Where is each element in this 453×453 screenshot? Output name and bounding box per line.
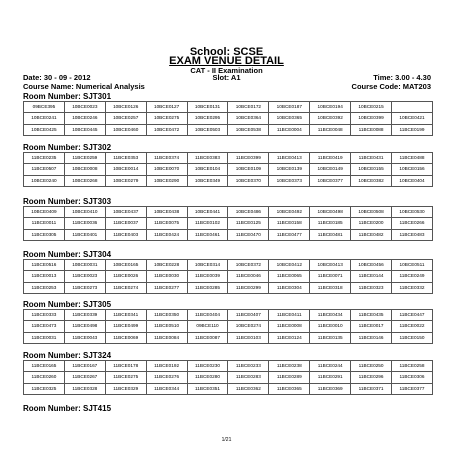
register-number-cell: 11BCE0088 <box>351 124 392 135</box>
exam-slot: Slot: A1 <box>212 73 241 82</box>
register-number-cell: 11BCE0043 <box>64 332 105 343</box>
room-heading: Room Number: SJT301 <box>23 92 112 101</box>
course-code: Course Code: MAT203 <box>351 82 431 91</box>
register-number-cell: 10BCE0165 <box>105 260 146 271</box>
register-number-cell: 11BCE0481 <box>310 229 351 240</box>
table-row <box>24 260 433 271</box>
register-number-cell: 11BCE0022 <box>392 321 433 332</box>
register-number-cell: 11BCE0344 <box>146 383 187 394</box>
register-number-cell: 11BCE0424 <box>146 229 187 240</box>
register-number-cell: 11BCE0150 <box>392 332 433 343</box>
register-number-cell: 10BCE0187 <box>269 102 310 113</box>
register-number-cell: 11BCE0404 <box>187 310 228 321</box>
register-number-cell: 11BCE0353 <box>105 153 146 164</box>
register-number-cell: 10BCE0257 <box>105 113 146 124</box>
register-number-cell: 10BCE0425 <box>24 124 65 135</box>
register-number-cell: 11BCE0004 <box>269 124 310 135</box>
register-number-cell: 11BCE0023 <box>64 271 105 282</box>
register-number-cell: 10BCE0295 <box>187 113 228 124</box>
register-number-cell: 10BCE0156 <box>392 164 433 175</box>
register-number-cell: 11BCE0039 <box>187 271 228 282</box>
register-number-cell: 11BCE0250 <box>351 361 392 372</box>
register-number-cell: 10BCE0437 <box>105 207 146 218</box>
page-number: 1/21 <box>221 437 232 443</box>
exam-time: Time: 3.00 - 4.30 <box>373 73 431 82</box>
register-number-cell: 10BCE0139 <box>269 164 310 175</box>
register-number-cell: 11BCE0277 <box>146 282 187 293</box>
register-number-cell: 10BCE0194 <box>310 102 351 113</box>
table-row <box>24 124 433 135</box>
register-number-cell: 10BCE0438 <box>146 207 187 218</box>
register-number-cell: 11BCE0167 <box>64 361 105 372</box>
register-number-cell: 10BCE0246 <box>64 113 105 124</box>
document-title: EXAM VENUE DETAIL <box>169 55 284 67</box>
table-row <box>24 361 433 372</box>
register-number-cell: 11BCE0401 <box>64 229 105 240</box>
register-number-cell: 11BCE0351 <box>187 383 228 394</box>
register-number-cell: 10BCE0392 <box>310 113 351 124</box>
register-number-cell: 11BCE0377 <box>392 383 433 394</box>
table-row <box>24 310 433 321</box>
register-number-cell: 11BCE0365 <box>269 383 310 394</box>
register-number-cell: 10BCE0413 <box>310 260 351 271</box>
table-row <box>24 282 433 293</box>
room-roster-table <box>23 259 433 294</box>
register-number-cell: 11BCE0369 <box>310 383 351 394</box>
register-number-cell: 11BCE0291 <box>310 372 351 383</box>
register-number-cell: 10BCE0412 <box>269 260 310 271</box>
register-number-cell: 10BCE0538 <box>228 124 269 135</box>
school-heading: School: SCSE <box>189 46 264 58</box>
register-number-cell: 11BCE0333 <box>24 310 65 321</box>
room-heading: Room Number: SJT302 <box>23 143 112 152</box>
register-number-cell: 10BCE0274 <box>228 321 269 332</box>
register-number-cell: 11BCE0350 <box>146 310 187 321</box>
register-number-cell: 10BCE0486 <box>228 207 269 218</box>
register-number-cell: 11BCE0010 <box>310 321 351 332</box>
register-number-cell: 11BCE0273 <box>64 282 105 293</box>
register-number-cell: 10BCE0014 <box>105 164 146 175</box>
register-number-cell: 10BCE0070 <box>146 164 187 175</box>
register-number-cell: 10BCE0492 <box>269 207 310 218</box>
register-number-cell: 11BCE0447 <box>392 310 433 321</box>
register-number-cell: 10BCE0228 <box>146 260 187 271</box>
register-number-cell: 11BCE0431 <box>351 153 392 164</box>
register-number-cell: 11BCE0037 <box>105 218 146 229</box>
register-number-cell: 11BCE0084 <box>146 332 187 343</box>
register-number-cell: 11BCE0158 <box>269 218 310 229</box>
register-number-cell: 11BCE0087 <box>187 332 228 343</box>
register-number-cell: 11BCE0305 <box>24 229 65 240</box>
register-number-cell: 10BCE0530 <box>392 207 433 218</box>
register-number-cell: 10BCE0241 <box>24 113 65 124</box>
register-number-cell: 10BCE0268 <box>64 175 105 186</box>
room-roster-table <box>23 360 433 395</box>
register-number-cell: 11BCE0017 <box>351 321 392 332</box>
table-row <box>24 113 433 124</box>
room-heading: Room Number: SJT304 <box>23 250 112 259</box>
register-number-cell: 11BCE0498 <box>64 321 105 332</box>
register-number-cell: 10BCE0503 <box>187 124 228 135</box>
register-number-cell: 10BCE0023 <box>64 102 105 113</box>
room-roster-table <box>23 206 433 241</box>
register-number-cell: 11BCE0362 <box>228 383 269 394</box>
table-row <box>24 321 433 332</box>
register-number-cell: 11BCE0046 <box>228 271 269 282</box>
table-row <box>24 164 433 175</box>
register-number-cell: 10BCE0240 <box>24 175 65 186</box>
register-number-cell: 11BCE0260 <box>24 372 65 383</box>
register-number-cell: 09BCE395 <box>24 102 65 113</box>
register-number-cell: 11BCE0332 <box>392 282 433 293</box>
register-number-cell: 11BCE0434 <box>310 310 351 321</box>
register-number-cell: 11BCE0071 <box>310 271 351 282</box>
register-number-cell: 11BCE0048 <box>310 124 351 135</box>
table-row <box>24 383 433 394</box>
register-number-cell: 11BCE0144 <box>351 271 392 282</box>
register-number-cell: 10BCE0373 <box>269 175 310 186</box>
register-number-cell: 10BCE0409 <box>24 207 65 218</box>
register-number-cell: 10BCE0456 <box>351 260 392 271</box>
register-number-cell: 10BCE0104 <box>187 164 228 175</box>
register-number-cell: 11BCE0407 <box>228 310 269 321</box>
register-number-cell: 11BCE0199 <box>392 124 433 135</box>
room-roster-table <box>23 101 433 136</box>
register-number-cell: 10BCE0314 <box>187 260 228 271</box>
register-number-cell: 11BCE0399 <box>228 153 269 164</box>
register-number-cell: 11BCE0371 <box>351 383 392 394</box>
register-number-cell: 10BCE0410 <box>64 207 105 218</box>
course-name: Course Name: Numerical Analysis <box>23 82 145 91</box>
register-number-cell: 10BCE0498 <box>310 207 351 218</box>
register-number-cell: 11BCE0507 <box>24 164 65 175</box>
register-number-cell: 11BCE0488 <box>392 153 433 164</box>
register-number-cell: 10BCE0382 <box>351 175 392 186</box>
register-number-cell: 11BCE0013 <box>24 271 65 282</box>
register-number-cell: 11BCE0267 <box>64 372 105 383</box>
table-row <box>24 372 433 383</box>
register-number-cell: 11BCE0125 <box>228 218 269 229</box>
register-number-cell: 10BCE0126 <box>105 102 146 113</box>
register-number-cell: 10BCE0404 <box>392 175 433 186</box>
register-number-cell: 11BCE0325 <box>24 383 65 394</box>
register-number-cell: 11BCE0192 <box>146 361 187 372</box>
register-number-cell: 11BCE0075 <box>146 218 187 229</box>
register-number-cell: 11BCE0185 <box>310 218 351 229</box>
register-number-cell: 11BCE0304 <box>269 282 310 293</box>
register-number-cell: 11BCE0124 <box>269 332 310 343</box>
register-number-cell: 11BCE0483 <box>392 229 433 240</box>
register-number-cell: 10BCE0008 <box>64 164 105 175</box>
register-number-cell: 11BCE0275 <box>105 372 146 383</box>
room-heading: Room Number: SJT324 <box>23 351 112 360</box>
register-number-cell: 11BCE0283 <box>228 372 269 383</box>
register-number-cell: 10BCE0441 <box>187 207 228 218</box>
register-number-cell: 11BCE0499 <box>105 321 146 332</box>
register-number-cell: 11BCE0482 <box>351 229 392 240</box>
register-number-cell: 10BCE0109 <box>228 164 269 175</box>
register-number-cell: 10BCE0421 <box>392 113 433 124</box>
register-number-cell: 11BCE0178 <box>105 361 146 372</box>
register-number-cell: 11BCE0238 <box>269 361 310 372</box>
register-number-cell: 10BCE0290 <box>146 175 187 186</box>
register-number-cell: 11BCE0374 <box>146 153 187 164</box>
table-row <box>24 218 433 229</box>
register-number-cell: 10BCE0031 <box>64 260 105 271</box>
register-number-cell: 11BCE0065 <box>269 271 310 282</box>
register-number-cell: 11BCE0299 <box>228 282 269 293</box>
register-number-cell: 11BCE0470 <box>228 229 269 240</box>
register-number-cell: 10BCE0364 <box>228 113 269 124</box>
register-number-cell: 11BCE0030 <box>146 271 187 282</box>
register-number-cell: 11BCE0383 <box>187 153 228 164</box>
register-number-cell: 11BCE0258 <box>392 361 433 372</box>
table-row <box>24 102 433 113</box>
register-number-cell: 11BCE0008 <box>269 321 310 332</box>
register-number-cell: 10BCE0460 <box>105 124 146 135</box>
register-number-cell: 11BCE0135 <box>310 332 351 343</box>
table-row <box>24 271 433 282</box>
table-row <box>24 207 433 218</box>
exam-date: Date: 30 - 09 - 2012 <box>23 73 91 82</box>
register-number-cell: 10BCE0377 <box>310 175 351 186</box>
register-number-cell: 11BCE0341 <box>105 310 146 321</box>
register-number-cell: 11BCE0318 <box>310 282 351 293</box>
register-number-cell: 11BCE0419 <box>310 153 351 164</box>
register-number-cell: 11BCE0329 <box>105 383 146 394</box>
register-number-cell: 11BCE0473 <box>24 321 65 332</box>
register-number-cell: 10BCE0131 <box>187 102 228 113</box>
register-number-cell: 11BCE0510 <box>146 321 187 332</box>
register-number-cell: 11BCE0413 <box>269 153 310 164</box>
register-number-cell: 11BCE0328 <box>64 383 105 394</box>
register-number-cell: 11BCE0036 <box>64 218 105 229</box>
register-number-cell: 11BCE0233 <box>228 361 269 372</box>
register-number-cell: 11BCE0031 <box>24 332 65 343</box>
register-number-cell: 10BCE0275 <box>146 113 187 124</box>
register-number-cell: 11BCE0230 <box>187 361 228 372</box>
register-number-cell: 10BCE0215 <box>351 102 392 113</box>
register-number-cell: 11BCE0274 <box>105 282 146 293</box>
register-number-cell: 11BCE0011 <box>24 218 65 229</box>
register-number-cell: 11BCE0403 <box>105 229 146 240</box>
register-number-cell: 10BCE0399 <box>351 113 392 124</box>
register-number-cell: 11BCE0306 <box>392 372 433 383</box>
table-row <box>24 175 433 186</box>
register-number-cell: 10BCE0127 <box>146 102 187 113</box>
exam-name: CAT - II Examination <box>190 66 263 75</box>
room-heading: Room Number: SJT303 <box>23 197 112 206</box>
register-number-cell: 11BCE0146 <box>351 332 392 343</box>
register-number-cell: 10BCE0445 <box>64 124 105 135</box>
register-number-cell: 10BCE0279 <box>105 175 146 186</box>
register-number-cell: 11BCE0259 <box>64 153 105 164</box>
register-number-cell: 11BCE0339 <box>64 310 105 321</box>
room-roster-table <box>23 309 433 344</box>
room-roster-table <box>23 152 433 187</box>
table-row <box>24 153 433 164</box>
register-number-cell: 11BCE0461 <box>187 229 228 240</box>
register-number-cell: 11BCE0285 <box>187 282 228 293</box>
register-number-cell: 10BCE0155 <box>351 164 392 175</box>
register-number-cell: 10BCE0365 <box>269 113 310 124</box>
register-number-cell: 11BCE0249 <box>392 271 433 282</box>
register-number-cell: 10BCE0508 <box>351 207 392 218</box>
register-number-cell: 11BCE0253 <box>24 282 65 293</box>
register-number-cell: 11BCE0280 <box>187 372 228 383</box>
register-number-cell: 11BCE0323 <box>351 282 392 293</box>
register-number-cell: 11BCE0026 <box>105 271 146 282</box>
register-number-cell: 11BCE0296 <box>351 372 392 383</box>
register-number-cell: 11BCE0235 <box>24 153 65 164</box>
register-number-cell: 10BCE0372 <box>228 260 269 271</box>
register-number-cell: 11BCE0516 <box>24 260 65 271</box>
register-number-cell: 11BCE0103 <box>228 332 269 343</box>
register-number-cell: 11BCE0069 <box>105 332 146 343</box>
register-number-cell: 10BCE0349 <box>187 175 228 186</box>
register-number-cell <box>392 102 433 113</box>
table-row <box>24 332 433 343</box>
register-number-cell: 09BCE110 <box>187 321 228 332</box>
register-number-cell: 11BCE0289 <box>269 372 310 383</box>
register-number-cell: 11BCE0477 <box>269 229 310 240</box>
register-number-cell: 11BCE0435 <box>351 310 392 321</box>
register-number-cell: 11BCE0200 <box>351 218 392 229</box>
register-number-cell: 10BCE0172 <box>228 102 269 113</box>
register-number-cell: 10BCE0370 <box>228 175 269 186</box>
register-number-cell: 11BCE0266 <box>392 218 433 229</box>
register-number-cell: 10BCE0149 <box>310 164 351 175</box>
room-heading: Room Number: SJT415 <box>23 404 112 413</box>
register-number-cell: 11BCE0411 <box>269 310 310 321</box>
register-number-cell: 11BCE0276 <box>146 372 187 383</box>
register-number-cell: 10BCE0472 <box>146 124 187 135</box>
table-row <box>24 229 433 240</box>
register-number-cell: 10BCE0511 <box>392 260 433 271</box>
room-heading: Room Number: SJT305 <box>23 300 112 309</box>
register-number-cell: 11BCE0102 <box>187 218 228 229</box>
register-number-cell: 11BCE0165 <box>24 361 65 372</box>
register-number-cell: 11BCE0244 <box>310 361 351 372</box>
